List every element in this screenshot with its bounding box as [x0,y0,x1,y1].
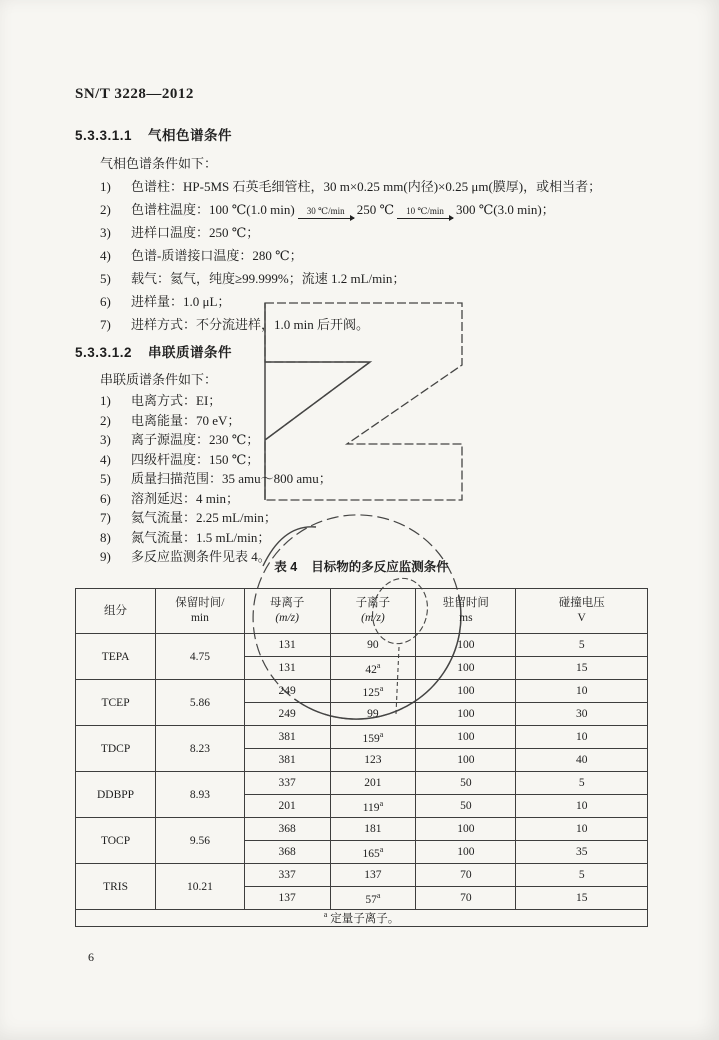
section-number: 5.3.3.1.2 [75,345,133,360]
cell-collision-voltage: 5 [516,772,648,795]
header-line: 子离子 [355,597,391,609]
cell-component: TDCP [76,726,156,772]
section-heading-gc [75,124,232,144]
list-item-temp-program [100,198,660,221]
cell-collision-voltage: 30 [516,703,648,726]
ramp-rate-label: 30 ℃/min [306,206,345,216]
header-dwell-time [416,589,516,634]
item-number: 5) [100,271,111,286]
section-title: 串联质谱条件 [148,345,233,360]
cell-dwell-time: 100 [416,680,516,703]
cell-collision-voltage: 10 [516,726,648,749]
cell-parent-ion: 249 [244,703,330,726]
temp-program [131,198,660,221]
list-item [100,528,620,548]
cell-daughter-ion: 201 [330,772,416,795]
item-number: 1) [100,179,111,194]
mrm-table-container [75,588,648,927]
cell-daughter-ion: 165$^a$ [330,841,416,864]
cell-daughter-ion: 125$^a$ [330,680,416,703]
table-row [76,818,648,841]
list-item [100,313,660,336]
cell-collision-voltage: 5 [516,634,648,657]
item-number: 2) [100,412,111,428]
footnote-marker: a [379,683,384,693]
item-number: 4) [100,248,111,263]
cell-component: TRIS [76,864,156,910]
footnote-marker: a [376,890,381,900]
item-text: 色谱-质谱接口温度：280 ℃； [131,248,303,263]
section-number: 5.3.3.1.1 [75,128,133,143]
item-text: 溶剂延迟：4 min； [131,490,239,506]
cell-retention-time: 8.23 [156,726,245,772]
ramp-arrow-2 [397,207,453,219]
list-item [100,489,620,509]
footnote-text: 定量子离子。 [330,913,400,925]
item-number: 5) [100,471,111,486]
list-item [100,267,660,290]
table-row [76,864,648,887]
cell-daughter-ion: 181 [330,818,416,841]
mrm-table [75,588,648,927]
list-item [100,221,660,244]
cell-parent-ion: 249 [244,680,330,703]
temp-end: 300 ℃(3.0 min)； [455,202,555,217]
item-number: 6) [100,490,111,506]
footnote-marker: a [379,729,384,739]
cell-dwell-time: 100 [416,749,516,772]
footnote-row [76,910,648,927]
table-row [76,634,648,657]
header-collision-voltage [516,589,648,634]
list-item [100,508,620,528]
cell-dwell-time: 70 [416,864,516,887]
header-daughter-ion [330,589,416,634]
msms-condition-list [100,391,620,567]
item-number: 3) [100,225,111,240]
item-number: 8) [100,529,111,545]
header-line: ms [459,612,473,624]
item-number: 7) [100,317,111,332]
table-title [75,557,648,575]
standard-code: SN/T 3228—2012 [75,86,194,102]
footnote-marker: a [379,798,384,808]
arrow-line-icon [298,218,354,219]
item-text: 进样口温度：250 ℃； [131,225,260,240]
cell-dwell-time: 100 [416,703,516,726]
table-row [76,726,648,749]
cell-dwell-time: 50 [416,772,516,795]
item-number: 2) [100,202,111,217]
item-text: 进样方式：不分流进样，1.0 min 后开阀。 [131,317,369,332]
cell-dwell-time: 50 [416,795,516,818]
cell-collision-voltage: 5 [516,864,648,887]
list-item [100,430,620,450]
item-text: 四级杆温度：150 ℃； [131,451,260,467]
table-caption: 目标物的多反应监测条件 [311,560,449,574]
cell-collision-voltage: 10 [516,680,648,703]
header-line: (m/z) [361,612,385,624]
cell-dwell-time: 100 [416,657,516,680]
item-text: 载气：氦气，纯度≥99.999%；流速 1.2 mL/min； [131,271,406,286]
cell-parent-ion: 201 [244,795,330,818]
table-label: 表 4 [274,560,298,574]
header-parent-ion [244,589,330,634]
cell-parent-ion: 381 [244,726,330,749]
header-line: 碰撞电压 [558,597,605,609]
cell-daughter-ion: 90 [330,634,416,657]
item-text: 电离方式：EI； [131,393,222,408]
ramp-arrow-1 [298,207,354,219]
section-heading-msms [75,341,232,361]
cell-daughter-ion: 99 [330,703,416,726]
header-retention-time [156,589,245,634]
table-row [76,772,648,795]
cell-parent-ion: 131 [244,657,330,680]
cell-daughter-ion: 42$^a$ [330,657,416,680]
cell-parent-ion: 337 [244,772,330,795]
cell-daughter-ion: 159$^a$ [330,726,416,749]
arrow-line-icon [397,218,453,219]
item-number: 9) [100,549,111,564]
cell-parent-ion: 368 [244,841,330,864]
cell-collision-voltage: 35 [516,841,648,864]
table-row [76,680,648,703]
table-footnote [76,910,648,927]
cell-collision-voltage: 10 [516,795,648,818]
header-line: 保留时间/ [175,597,225,609]
cell-dwell-time: 70 [416,887,516,910]
item-number: 7) [100,510,111,525]
item-number: 3) [100,432,111,447]
cell-retention-time: 9.56 [156,818,245,864]
list-item [100,469,620,489]
temp-start: 色谱柱温度：100 ℃(1.0 min) [131,202,295,217]
section-title: 气相色谱条件 [148,128,233,143]
mrm-table-body [76,634,648,910]
table-header-row [76,589,648,634]
footnote-marker: a [379,844,384,854]
list-item [100,450,620,470]
item-text: 进样量：1.0 μL； [131,294,231,309]
footnote-marker: a [376,660,381,670]
header-component: 组分 [76,589,156,634]
temp-mid: 250 ℃ [356,202,394,217]
cell-dwell-time: 100 [416,841,516,864]
item-text: 离子源温度：230 ℃； [131,432,260,447]
cell-retention-time: 5.86 [156,680,245,726]
cell-parent-ion: 137 [244,887,330,910]
list-item [100,290,660,313]
cell-collision-voltage: 10 [516,818,648,841]
ramp-rate-label: 10 ℃/min [406,206,444,216]
item-text: 氦气流量：2.25 mL/min； [131,510,277,525]
cell-retention-time: 10.21 [156,864,245,910]
cell-collision-voltage: 15 [516,887,648,910]
item-text: 质量扫描范围：35 amu～800 amu； [131,471,332,486]
cell-parent-ion: 381 [244,749,330,772]
list-item [100,391,620,411]
item-number: 6) [100,294,111,309]
cell-dwell-time: 100 [416,726,516,749]
gc-intro: 气相色谱条件如下： [100,156,218,171]
item-text: 色谱柱：HP-5MS 石英毛细管柱，30 m×0.25 mm(内径)×0.25 μm(膜厚)，或相当者； [131,179,602,194]
header-line: 母离子 [269,597,305,609]
cell-component: TEPA [76,634,156,680]
cell-retention-time: 4.75 [156,634,245,680]
cell-component: TOCP [76,818,156,864]
header-line: min [190,612,209,624]
cell-dwell-time: 100 [416,818,516,841]
header-line: (m/z) [275,612,299,624]
cell-daughter-ion: 57$^a$ [330,887,416,910]
item-number: 4) [100,451,111,467]
cell-daughter-ion: 119$^a$ [330,795,416,818]
cell-collision-voltage: 40 [516,749,648,772]
footnote-marker: a [323,910,328,920]
cell-parent-ion: 131 [244,634,330,657]
cell-collision-voltage: 15 [516,657,648,680]
cell-parent-ion: 368 [244,818,330,841]
header-line: 驻留时间 [442,597,489,609]
list-item [100,244,660,267]
gc-condition-list [100,175,660,336]
item-text: 氮气流量：1.5 mL/min； [131,529,271,545]
list-item [100,175,660,198]
msms-intro: 串联质谱条件如下： [100,372,218,387]
cell-component: DDBPP [76,772,156,818]
cell-daughter-ion: 123 [330,749,416,772]
cell-retention-time: 8.93 [156,772,245,818]
cell-parent-ion: 337 [244,864,330,887]
header-line: V [577,612,586,624]
item-text: 电离能量：70 eV； [131,412,241,428]
cell-dwell-time: 100 [416,634,516,657]
page-number: 6 [88,950,94,964]
cell-daughter-ion: 137 [330,864,416,887]
item-text: 多反应监测条件见表 4。 [131,549,271,564]
cell-component: TCEP [76,680,156,726]
item-number: 1) [100,393,111,408]
list-item [100,411,620,431]
